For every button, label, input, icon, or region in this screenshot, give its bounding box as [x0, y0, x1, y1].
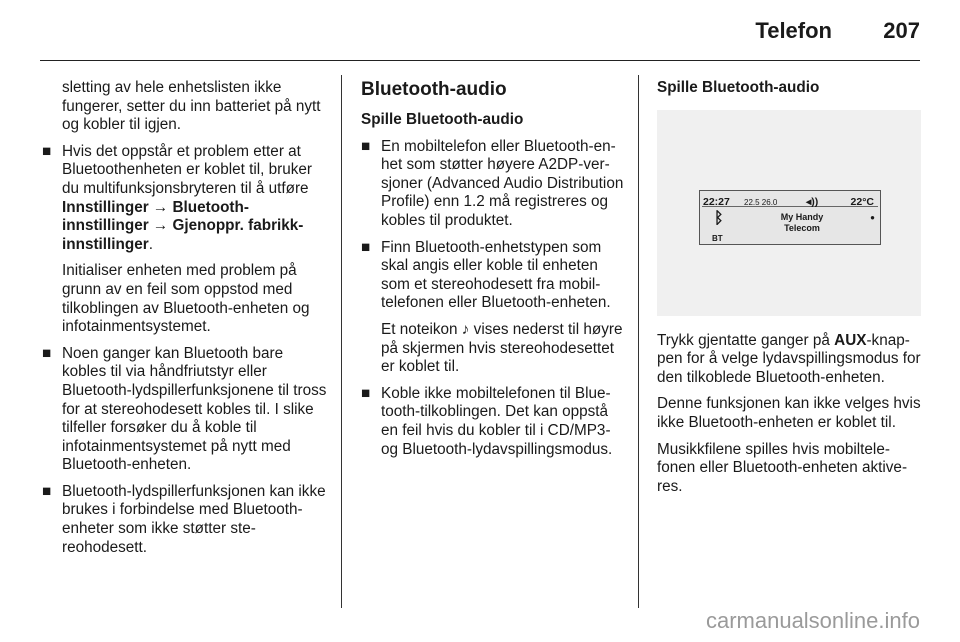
list-item — [42, 143, 330, 255]
column-1 — [42, 79, 330, 565]
clock: 22:27 — [703, 195, 730, 208]
list-item — [42, 345, 330, 475]
arrow: → — [148, 217, 173, 235]
device-name — [764, 212, 840, 234]
subheading: Spille Bluetooth-audio — [361, 111, 524, 128]
bullet-icon: ■ — [361, 384, 371, 402]
header-divider — [40, 60, 920, 61]
paragraph — [657, 332, 921, 388]
bullet-icon: ■ — [42, 142, 52, 160]
watermark: carmanualsonline.info — [705, 608, 920, 633]
bullet-icon: ■ — [42, 482, 52, 500]
bluetooth-icon: ᛒ — [714, 209, 724, 227]
aux-button-label: AUX — [834, 331, 867, 349]
sub-paragraph: Et noteikon ♪ vises nederst til høyre på skjermen hvis stereohodesettet er koblet til. — [381, 320, 623, 376]
bt-label: BT — [712, 233, 723, 243]
climate-readout: 22.5 26.0 — [744, 197, 778, 207]
bullet-text: Bluetooth-lydspillerfunksjonen kan ikke brukes i forbindelse med Bluetooth-enheter som ikke støtter stereohodesett. — [62, 482, 326, 556]
page-header — [0, 0, 960, 62]
list-item — [361, 239, 625, 313]
device-name-line2: Telecom — [784, 222, 820, 233]
bullet-text: Noen ganger kan Bluetooth bare kobles til via håndfriutstyr eller Bluetooth-lydspillerfunksjonene til tross for at stereohodesett kobles til. I slike tilfeller forsøker du å koble til infotainmentsystemet på nytt med Bluetooth-enheten. — [62, 344, 327, 474]
menu-path-bluetooth: Bluetooth-innstillinger — [62, 198, 249, 235]
text: -knappen for å velge lydavspillingsmodus for den tilkoblede Bluetooth-enheten. — [657, 331, 921, 386]
page-title: Telefon — [755, 18, 832, 43]
bullet-icon: ■ — [42, 344, 52, 362]
bullet-text: Hvis det oppstår et problem etter at Bluetoothenheten er koblet til, bruker du multifunksjonsbryteren til å utføre — [62, 142, 313, 197]
column-2 — [361, 79, 625, 467]
display-figure — [657, 110, 921, 316]
device-name-line1: My Handy — [780, 211, 824, 222]
list-item — [361, 138, 625, 231]
bullet-text: Finn Bluetooth-enhetstypen som skal angis eller koble til enheten som et stereohodesett fra mobiltelefonen eller Bluetooth-enheten. — [381, 238, 611, 312]
paragraph: Musikkfilene spilles hvis mobiltelefonen eller Bluetooth-enheten aktiveres. — [657, 440, 908, 495]
page-number: 207 — [883, 18, 920, 43]
column-3 — [657, 79, 921, 504]
intro-paragraph: sletting av hele enhetslisten ikke fungerer, setter du inn batteriet på nytt og kobler til igjen. — [62, 79, 321, 134]
list-item — [42, 483, 330, 557]
list-item — [361, 385, 625, 459]
period: . — [148, 235, 153, 253]
section-title: Bluetooth-audio — [361, 79, 507, 100]
bullet-icon: ■ — [361, 238, 371, 256]
bullet-text: Koble ikke mobiltelefonen til Bluetooth-tilkoblingen. Det kan oppstå en feil hvis du kobler til i CD/MP3- og Bluetooth-lydavspillingsmodus. — [381, 384, 613, 458]
column-divider-1 — [341, 75, 342, 608]
figure-heading: Spille Bluetooth-audio — [657, 79, 820, 96]
display-status-bar — [702, 193, 878, 207]
column-divider-2 — [638, 75, 639, 608]
menu-path-factory-reset: Gjenoppr. fabrikkinnstillinger — [62, 217, 304, 253]
arrow: → — [148, 198, 173, 216]
text: Trykk gjentatte ganger på — [657, 331, 835, 349]
menu-path-settings: Innstillinger — [62, 198, 149, 216]
speaker-icon: ◂)) — [806, 195, 819, 208]
status-dot-icon: ● — [870, 212, 875, 222]
sub-paragraph: Initialiser enheten med problem på grunn av en feil som oppstod med tilkoblingen av Bluetooth-enheten og infotainmentsystemet. — [62, 262, 310, 336]
bullet-text: En mobiltelefon eller Bluetooth-enhet som støtter høyere A2DP-versjoner (Advanced Audio Distribution Profile) enn 1.2 må registreres og kobles til produktet. — [381, 137, 624, 229]
bullet-icon: ■ — [361, 137, 371, 155]
radio-display — [699, 190, 881, 245]
outside-temperature: 22°C — [850, 195, 874, 208]
paragraph: Denne funksjonen kan ikke velges hvis ikke Bluetooth-enheten er koblet til. — [657, 395, 921, 431]
